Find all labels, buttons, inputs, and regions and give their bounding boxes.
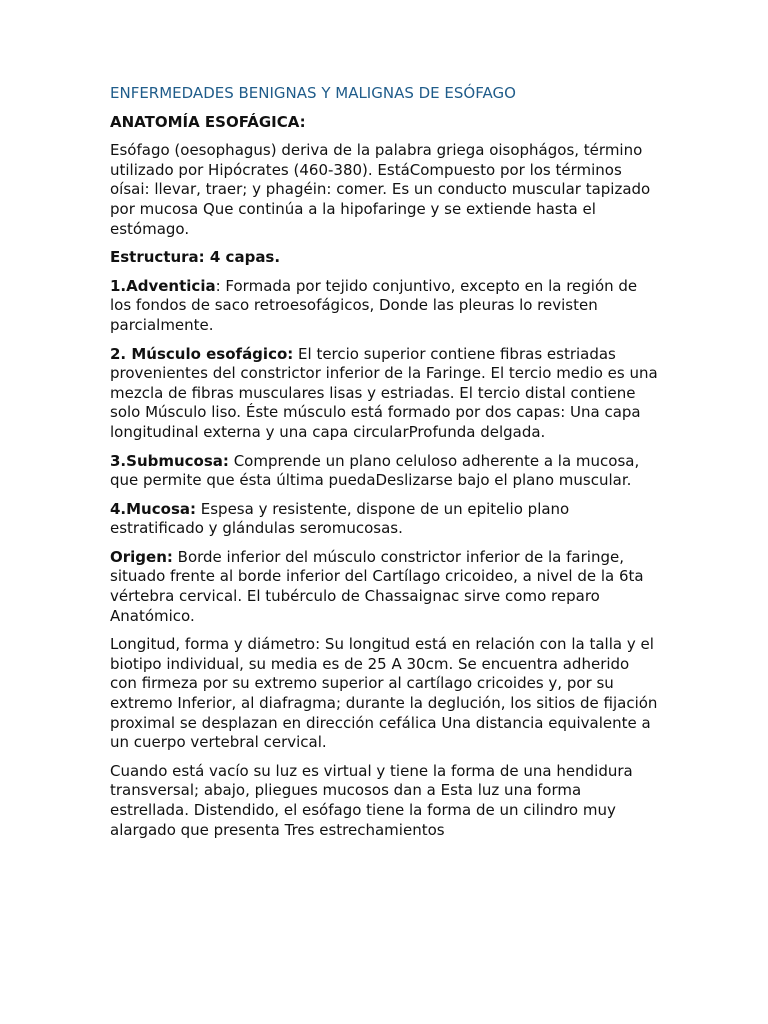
structure-heading (110, 248, 658, 268)
layer-text: Comprende un plano celuloso adherente a la mucosa, que permite que ésta última puedaDeslizarse bajo el plano muscular. (110, 451, 640, 490)
origin-text: Borde inferior del músculo constrictor inferior de la faringe, situado frente al borde inferior del Cartílago cricoideo, a nivel de la 6ta vértebra cervical. El tubérculo de Chassaignac sirve como reparo Anatómico. (110, 547, 644, 625)
layer-paragraph-mucosa (110, 500, 658, 539)
origin-paragraph (110, 548, 658, 626)
layer-text: El tercio superior contiene fibras estriadas provenientes del constrictor inferior de la Faringe. El tercio medio es una mezcla de fibras musculares lisas y estriadas. El tercio distal contiene solo Músculo liso. Éste músculo está formado por dos capas: Una capa longitudinal externa y una capa circularProfunda delgada. (110, 344, 658, 441)
structure-heading-text: Estructura: 4 capas. (110, 248, 281, 267)
origin-label: Origen: (110, 547, 173, 566)
length-paragraph: Longitud, forma y diámetro: Su longitud está en relación con la talla y el biotipo individual, su media es de 25 A 30cm. Se encuentra adherido con firmeza por su extremo superior al cartílago cricoides y, por su extremo Inferior, al diafragma; durante la deglución, los sitios de fijación proximal se desplazan en dirección cefálica Una distancia equivalente a un cuerpo vertebral cervical. (110, 635, 658, 752)
layer-label: 4.Mucosa: (110, 499, 196, 518)
layer-paragraph-submucosa (110, 452, 658, 491)
layer-label: 3.Submucosa: (110, 451, 229, 470)
layer-text: Espesa y resistente, dispone de un epitelio plano estratificado y glándulas seromucosas. (110, 499, 570, 538)
layer-label: 1.Adventicia (110, 276, 216, 295)
layer-label: 2. Músculo esofágico: (110, 344, 294, 363)
lumen-paragraph: Cuando está vacío su luz es virtual y tiene la forma de una hendidura transversal; abajo, pliegues mucosos dan a Esta luz una forma estrellada. Distendido, el esófago tiene la forma de un cilindro muy alargado que presenta Tres estrechamientos (110, 761, 633, 839)
layer-paragraph-musculo (110, 345, 658, 443)
document-title: ENFERMEDADES BENIGNAS Y MALIGNAS DE ESÓFAGO (110, 84, 516, 102)
layer-paragraph-adventicia (110, 277, 658, 336)
intro-paragraph: Esófago (oesophagus) deriva de la palabra griega oisophágos, término utilizado por Hipócrates (460-380). EstáCompuesto por los términos oísai: llevar, traer; y phagéin: comer. Es un conducto muscular tapizado por mucosa Que continúa a la hipofaringe y se extiende hasta el estómago. (110, 141, 651, 238)
section-heading: ANATOMÍA ESOFÁGICA: (110, 112, 306, 131)
layer-text: : Formada por tejido conjuntivo, excepto en la región de los fondos de saco retroesofágicos, Donde las pleuras lo revisten parcialmente. (110, 276, 638, 334)
